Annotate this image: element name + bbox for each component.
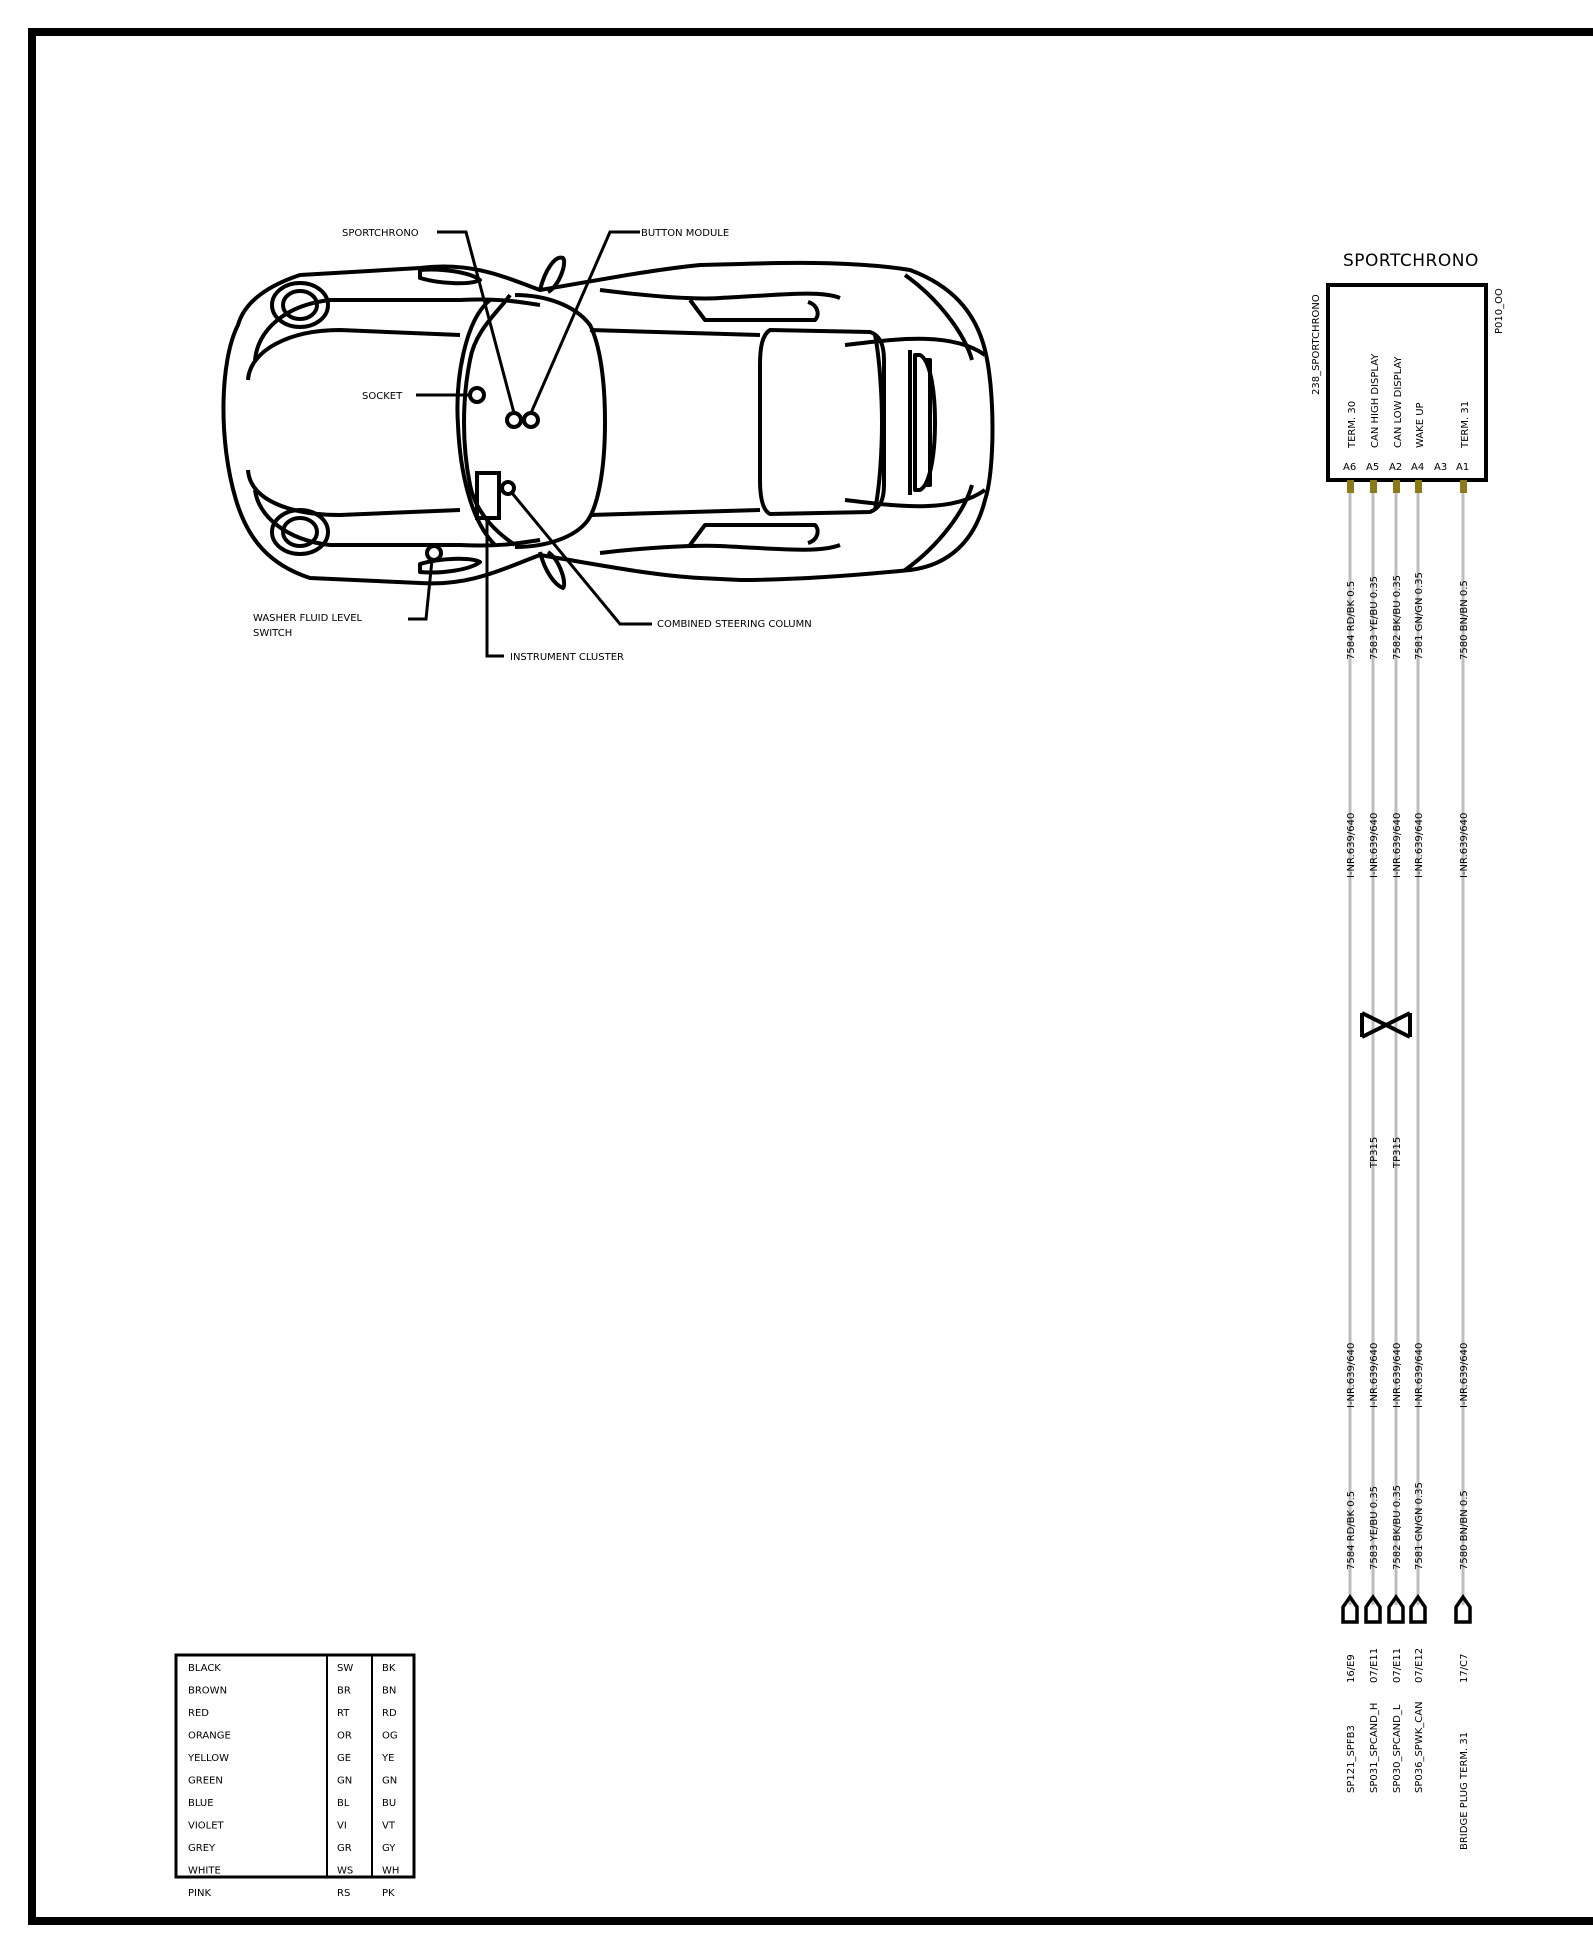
legend-color-name: BLUE [188,1798,214,1809]
legend-code-de: SW [337,1663,354,1674]
legend-code-de: WS [337,1865,354,1877]
steering-column-marker [502,482,514,494]
component-markers [427,388,538,560]
label-washer-line2: SWITCH [253,628,293,639]
legend-code-de: RS [337,1888,351,1899]
pin-function: TERM. 30 [1347,400,1358,448]
pin-function: CAN HIGH DISPLAY [1370,353,1381,448]
pin-label: A5 [1366,462,1380,473]
wire-nr-bottom: I-NR.639/640 [1414,1342,1425,1408]
wire-3 [1389,480,1403,1793]
legend-color-name: GREY [188,1843,216,1854]
wire-end-ref: 07/E11 [1392,1647,1403,1683]
pin-label: A4 [1411,462,1425,473]
wire-label-bottom: 7584 RD/BK 0.5 [1346,1490,1357,1570]
wire-2 [1366,480,1380,1793]
pin-terminal [1393,480,1400,493]
legend-code-de: BR [337,1685,351,1697]
legend-color-name: GREEN [188,1775,223,1787]
wire-nr-bottom: I-NR.639/640 [1369,1342,1380,1408]
legend-code-de: RT [337,1708,350,1719]
wire-end-ref: 07/E11 [1369,1647,1380,1683]
wire-end-ref: 16/E9 [1346,1654,1357,1683]
legend-code-en: RD [382,1708,397,1719]
legend-code-en: BK [382,1663,396,1674]
legend-code-en: GY [382,1843,396,1854]
legend-code-de: GE [337,1753,352,1764]
wire-4 [1411,480,1425,1793]
legend-code-en: BN [382,1685,397,1697]
label-button-module: BUTTON MODULE [641,228,730,239]
legend-code-de: VI [337,1820,347,1832]
pin-label: A3 [1434,462,1448,473]
label-instrument-cluster: INSTRUMENT CLUSTER [510,652,624,663]
sportchrono-marker [507,413,521,427]
wire-label-top: 7581 GN/GN 0.35 [1414,572,1425,660]
legend-color-name: ORANGE [188,1730,231,1742]
legend-code-en: GN [382,1775,398,1787]
pin-label: A1 [1456,462,1470,473]
legend-color-name: WHITE [188,1865,221,1877]
wire-nr-bottom: I-NR.639/640 [1392,1342,1403,1408]
connector-code: P010_OO [1494,288,1505,334]
wire-destination: SP121_SPFB3 [1346,1725,1357,1793]
twisted-pair-icon [1362,1013,1410,1037]
wire-label-bottom: 7580 BN/BN 0.5 [1459,1490,1470,1570]
wire-label-top: 7583 YE/BU 0.35 [1369,575,1380,660]
wire-destination: SP036_SPWK_CAN [1414,1701,1425,1793]
wire-destination: SP031_SPCAND_H [1369,1702,1380,1793]
legend-code-en: YE [382,1753,395,1764]
wire-nr-bottom: I-NR.639/640 [1459,1342,1470,1408]
wire-label-top: 7584 RD/BK 0.5 [1346,580,1357,660]
legend-code-en: WH [382,1865,400,1877]
twist-label: TP315 [1369,1136,1380,1168]
legend-code-en: OG [382,1730,398,1742]
wire-1 [1343,480,1357,1793]
connector-box [1328,285,1486,480]
wire-end-ref: 07/E12 [1414,1647,1425,1683]
wire-5 [1456,480,1470,1850]
legend-code-de: OR [337,1730,352,1742]
pin-terminal [1347,480,1354,493]
wire-label-top: 7580 BN/BN 0.5 [1459,580,1470,660]
legend-color-name: RED [188,1708,209,1719]
legend-code-de: GN [337,1775,353,1787]
pin-label: A6 [1343,462,1357,473]
legend-code-en: BU [382,1798,397,1809]
pin-terminal [1370,480,1377,493]
label-sportchrono: SPORTCHRONO [342,228,419,239]
car-outline [223,258,992,588]
pin-function: TERM. 31 [1460,400,1471,448]
wire-nr-top: I-NR.639/640 [1369,812,1380,878]
connector-side-id: 238_SPORTCHRONO [1311,294,1322,395]
legend-color-name: YELLOW [188,1753,229,1764]
pin-function: WAKE UP [1415,402,1426,448]
legend-color-name: BROWN [188,1685,228,1697]
connector-title: SPORTCHRONO [1343,251,1479,271]
wire-destination: SP030_SPCAND_L [1392,1704,1403,1793]
legend-color-name: VIOLET [188,1820,224,1832]
wire-end-ref: 17/C7 [1459,1653,1470,1683]
pin-label: A2 [1389,462,1403,473]
legend-color-name: PINK [188,1888,212,1899]
color-legend [176,1655,414,1899]
pin-terminal [1415,480,1422,493]
wire-destination: BRIDGE PLUG TERM. 31 [1459,1731,1470,1850]
legend-code-de: GR [337,1843,352,1854]
wire-nr-top: I-NR.639/640 [1346,812,1357,878]
wire-label-top: 7582 BK/BU 0.35 [1392,574,1403,660]
legend-code-en: PK [382,1888,395,1899]
pin-function: CAN LOW DISPLAY [1393,356,1404,448]
wire-nr-bottom: I-NR.639/640 [1346,1342,1357,1408]
washer-switch-marker [427,546,441,560]
wire-label-bottom: 7582 BK/BU 0.35 [1392,1484,1403,1570]
twist-label: TP315 [1392,1136,1403,1168]
wire-nr-top: I-NR.639/640 [1392,812,1403,878]
label-steering-column: COMBINED STEERING COLUMN [657,619,812,630]
wire-nr-top: I-NR.639/640 [1414,812,1425,878]
wire-label-bottom: 7581 GN/GN 0.35 [1414,1482,1425,1570]
legend-code-en: VT [382,1820,395,1832]
socket-marker [470,388,484,402]
legend-code-de: BL [337,1798,350,1809]
label-socket: SOCKET [362,391,403,402]
legend-color-name: BLACK [188,1663,221,1674]
label-washer-line1: WASHER FLUID LEVEL [253,613,363,624]
pin-terminal [1460,480,1467,493]
wire-label-bottom: 7583 YE/BU 0.35 [1369,1485,1380,1570]
button-module-marker [524,413,538,427]
wire-nr-top: I-NR.639/640 [1459,812,1470,878]
